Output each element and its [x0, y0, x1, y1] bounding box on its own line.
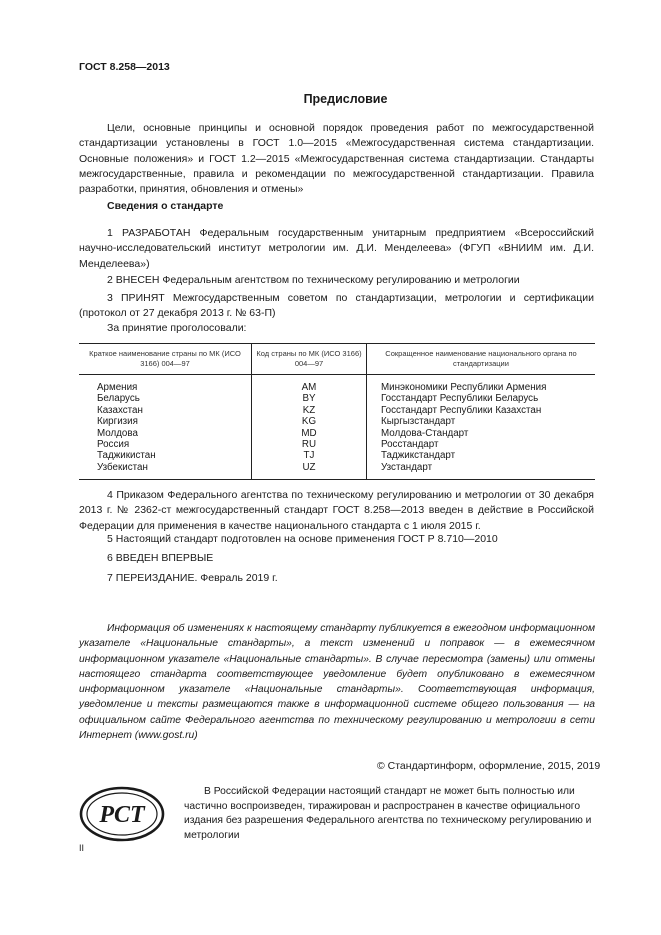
country-cell: Таджикистан — [97, 450, 156, 462]
section-subtitle: Сведения о стандарте — [107, 200, 224, 212]
country-cell: Казахстан — [97, 404, 143, 416]
body-cell: Госстандарт Республики Беларусь — [367, 393, 596, 404]
table-row — [79, 416, 595, 427]
copyright-line: © Стандартинформ, оформление, 2015, 2019 — [377, 760, 601, 772]
body-cell: Молдова-Стандарт — [367, 428, 596, 439]
table-row — [79, 428, 595, 439]
country-cell: Россия — [97, 439, 130, 451]
code-cell: TJ — [252, 450, 367, 461]
table-row — [79, 439, 595, 450]
body-cell: Узстандарт — [367, 462, 596, 480]
item-first: 6 ВВЕДЕН ВПЕРВЫЕ — [107, 552, 214, 564]
table-header-row — [79, 344, 595, 375]
code-cell: RU — [252, 439, 367, 450]
logo-text: РСТ — [99, 802, 145, 828]
col-header-code: Код страны по МК (ИСО 3166) 004—97 — [252, 344, 367, 375]
country-cell: Молдова — [97, 427, 138, 439]
page-title: Предисловие — [303, 92, 388, 106]
standard-code: ГОСТ 8.258—2013 — [79, 61, 170, 73]
item-developed: 1 РАЗРАБОТАН Федеральным государственным унитарным предприятием «Всероссийский научно-исследовательский институт метрологии им. Д.И. Менделеева» (ФГУП «ВНИИМ им. Д.И. Менделеева») — [79, 227, 594, 270]
body-cell: Госстандарт Республики Казахстан — [367, 405, 596, 416]
country-cell: Узбекистан — [79, 462, 252, 480]
voting-table — [79, 343, 595, 480]
copyright-notice: В Российской Федерации настоящий стандарт не может быть полностью или частично воспроизведен, тиражирован и распространен в качестве официального издания без разрешения Федерального агентства по техническому регулированию и метрологии — [184, 786, 592, 841]
table-row — [79, 375, 595, 394]
code-cell: KG — [252, 416, 367, 427]
country-cell: Беларусь — [97, 393, 140, 405]
intro-paragraph: Цели, основные принципы и основной порядок проведения работ по межгосударственной стандартизации установлены в ГОСТ 1.0—2015 «Межгосударственная система стандартизации. Основные положения» и ГОСТ 1.2—2015 «Межгосударственная система стандартизации. Стандарты межгосударственные, правила и рекомендации по межгосударственной стандартизации. Правила разработки, принятия, обновления и отмены» — [79, 122, 594, 196]
code-cell: AM — [252, 375, 367, 394]
table-row — [79, 450, 595, 461]
code-cell: KZ — [252, 405, 367, 416]
table-row — [79, 393, 595, 404]
info-paragraph: Информация об изменениях к настоящему стандарту публикуется в ежегодном информационном указателе «Национальные стандарты», а текст изменений и поправок — в ежемесячном информационном указателе «Национальные стандарты». В случае пересмотра (замены) или отмены настоящего стандарта соответствующее уведомление будет опубликовано в ежемесячном информационном указателе «Национальные стандарты». Соответствующая информация, уведомление и тексты размещаются также в информационной системе общего пользования — на официальном сайте Федерального агентства по техническому регулированию и метрологии в сети Интернет (www.gost.ru) — [79, 623, 595, 742]
item-reissue: 7 ПЕРЕИЗДАНИЕ. Февраль 2019 г. — [107, 572, 278, 584]
country-cell: Киргизия — [97, 416, 138, 428]
body-cell: Росстандарт — [367, 439, 596, 450]
code-cell: MD — [252, 428, 367, 439]
body-cell: Таджикстандарт — [367, 450, 596, 461]
table-row — [79, 405, 595, 416]
country-cell: Армения — [97, 382, 138, 393]
item-basis: 5 Настоящий стандарт подготовлен на основе применения ГОСТ Р 8.710—2010 — [107, 533, 498, 545]
item-introduced: 2 ВНЕСЕН Федеральным агентством по техническому регулированию и метрологии — [107, 274, 520, 286]
table-row — [79, 462, 595, 480]
col-header-country: Краткое наименование страны по МК (ИСО 3166) 004—97 — [79, 344, 252, 375]
item-adopted: 3 ПРИНЯТ Межгосударственным советом по стандартизации, метрологии и сертификации (протокол от 27 декабря 2013 г. № 63-П) — [79, 292, 594, 320]
col-header-body: Сокращенное наименование национального органа по стандартизации — [367, 344, 596, 375]
voted-label: За принятие проголосовали: — [107, 322, 247, 334]
pct-logo-icon — [79, 786, 165, 842]
code-cell: BY — [252, 393, 367, 404]
body-cell: Кыргызстандарт — [367, 416, 596, 427]
item-order: 4 Приказом Федерального агентства по техническому регулированию и метрологии от 30 декабря 2013 г. № 2362-ст межгосударственный стандарт ГОСТ 8.258—2013 введен в действие в Российской Федерации для применения в качестве национального стандарта с 1 июля 2015 г. — [79, 489, 594, 532]
body-cell: Минэкономики Республики Армения — [367, 375, 596, 394]
page-number: II — [79, 843, 85, 853]
code-cell: UZ — [252, 462, 367, 480]
